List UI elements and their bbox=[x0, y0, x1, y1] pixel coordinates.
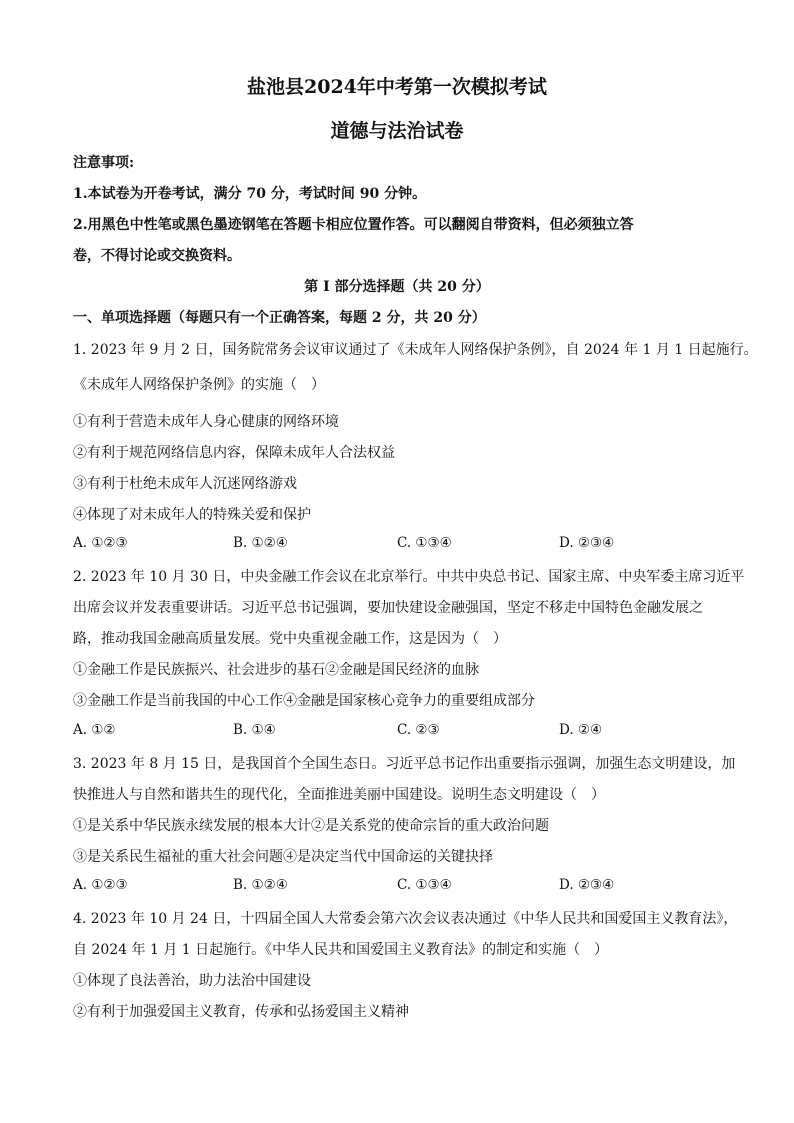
question-3-statement-2: ③是关系民生福祉的重大社会问题④是决定当代中国命运的关键抉择 bbox=[73, 849, 493, 865]
question-2-line-1: 2. 2023 年 10 月 30 日，中央金融工作会议在北京举行。中共中央总书记、国家主席、中央军委主席习近平 bbox=[73, 569, 745, 585]
question-1-options bbox=[73, 535, 733, 555]
question-2-option-d[interactable]: D. ②④ bbox=[559, 722, 603, 738]
question-1-statement-3: ③有利于杜绝未成年人沉迷网络游戏 bbox=[73, 476, 297, 492]
question-1-option-a[interactable]: A. ①②③ bbox=[73, 535, 128, 551]
question-1-line-1: 1. 2023 年 9 月 2 日，国务院常务会议审议通过了《未成年人网络保护条例》，自 2024 年 1 月 1 日起施行。 bbox=[73, 342, 758, 358]
question-3-option-d[interactable]: D. ②③④ bbox=[559, 877, 615, 893]
question-2-line-3: 路，推动我国金融高质量发展。党中央重视金融工作，这是因为（ ） bbox=[73, 631, 507, 647]
exam-subtitle: 道德与法治试卷 bbox=[330, 120, 464, 142]
notice-item-2-line-2: 卷，不得讨论或交换资料。 bbox=[73, 248, 241, 264]
question-4-statement-2: ②有利于加强爱国主义教育，传承和弘扬爱国主义精神 bbox=[73, 1004, 409, 1020]
question-3-option-c[interactable]: C. ①③④ bbox=[397, 877, 452, 893]
section-heading: 一、单项选择题（每题只有一个正确答案，每题 2 分，共 20 分） bbox=[73, 310, 486, 326]
part-title: 第 I 部分选择题（共 20 分） bbox=[304, 279, 490, 295]
question-3-options bbox=[73, 877, 733, 897]
question-4-line-2: 自 2024 年 1 月 1 日起施行。《中华人民共和国爱国主义教育法》的制定和实施（ ） bbox=[73, 942, 609, 958]
question-2-options bbox=[73, 722, 733, 742]
question-3-line-2: 快推进人与自然和谐共生的现代化，全面推进美丽中国建设。说明生态文明建设（ ） bbox=[73, 787, 605, 803]
question-3-option-a[interactable]: A. ①②③ bbox=[73, 877, 128, 893]
question-1-option-c[interactable]: C. ①③④ bbox=[397, 535, 452, 551]
question-3-statement-1: ①是关系中华民族永续发展的根本大计②是关系党的使命宗旨的重大政治问题 bbox=[73, 818, 549, 834]
exam-title: 盐池县2024年中考第一次模拟考试 bbox=[247, 76, 547, 98]
question-1-statement-4: ④体现了对未成年人的特殊关爱和保护 bbox=[73, 507, 311, 523]
notice-item-1: 1.本试卷为开卷考试，满分 70 分，考试时间 90 分钟。 bbox=[73, 186, 427, 202]
question-2-option-b[interactable]: B. ①④ bbox=[233, 722, 276, 738]
question-2-statement-1: ①金融工作是民族振兴、社会进步的基石②金融是国民经济的血脉 bbox=[73, 662, 479, 678]
question-1-option-d[interactable]: D. ②③④ bbox=[559, 535, 615, 551]
question-4-line-1: 4. 2023 年 10 月 24 日，十四届全国人大常委会第六次会议表决通过《中华人民共和国爱国主义教育法》， bbox=[73, 911, 738, 927]
question-4-statement-1: ①体现了良法善治，助力法治中国建设 bbox=[73, 973, 311, 989]
question-1-line-2: 《未成年人网络保护条例》的实施（ ） bbox=[73, 377, 325, 393]
notice-heading: 注意事项: bbox=[73, 155, 135, 171]
notice-item-2-line-1: 2.用黑色中性笔或黑色墨迹钢笔在答题卡相应位置作答。可以翻阅自带资料，但必须独立答 bbox=[73, 217, 634, 233]
question-2-statement-2: ③金融工作是当前我国的中心工作④金融是国家核心竞争力的重要组成部分 bbox=[73, 693, 535, 709]
question-1-option-b[interactable]: B. ①②④ bbox=[233, 535, 288, 551]
question-2-line-2: 出席会议并发表重要讲话。习近平总书记强调，要加快建设金融强国，坚定不移走中国特色金融发展之 bbox=[73, 600, 703, 616]
question-3-line-1: 3. 2023 年 8 月 15 日，是我国首个全国生态日。习近平总书记作出重要指示强调，加强生态文明建设，加 bbox=[73, 756, 736, 772]
question-2-option-c[interactable]: C. ②③ bbox=[397, 722, 440, 738]
question-2-option-a[interactable]: A. ①② bbox=[73, 722, 116, 738]
question-3-option-b[interactable]: B. ①②④ bbox=[233, 877, 288, 893]
question-1-statement-2: ②有利于规范网络信息内容，保障未成年人合法权益 bbox=[73, 445, 395, 461]
question-1-statement-1: ①有利于营造未成年人身心健康的网络环境 bbox=[73, 414, 339, 430]
